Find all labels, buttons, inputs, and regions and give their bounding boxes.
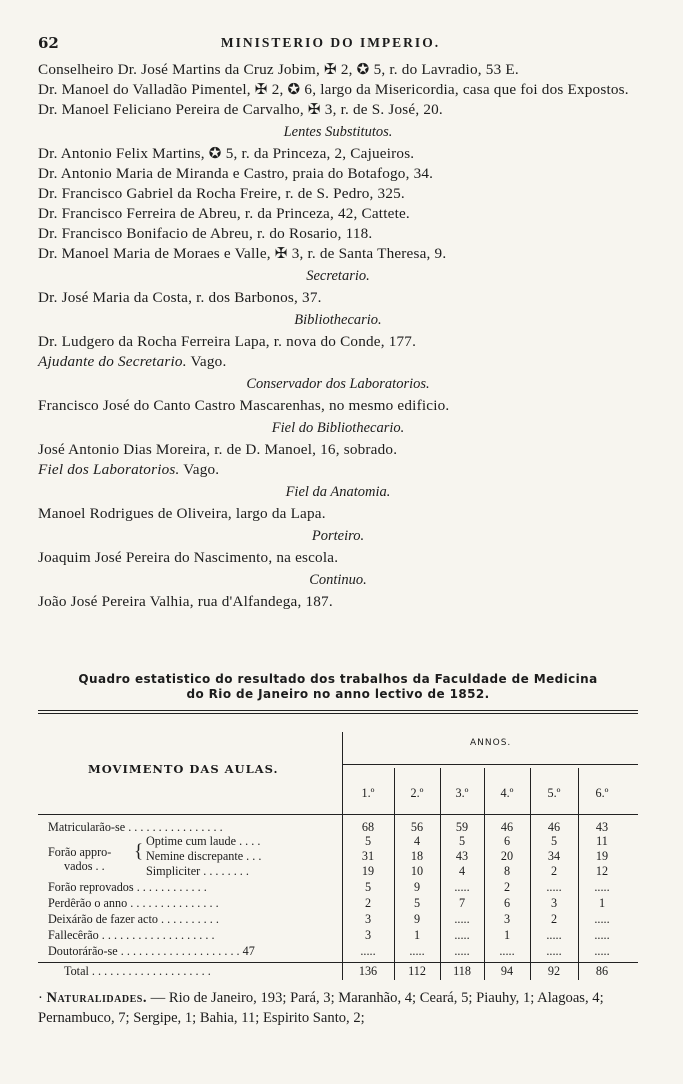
cell-reprovados: 2	[503, 880, 511, 894]
cell-total: 118	[453, 964, 471, 978]
year-header: 1.º	[361, 786, 375, 800]
cell-perderam: 7	[458, 896, 466, 910]
cell-matriculados: 68	[361, 820, 375, 834]
table-top-rule	[38, 710, 638, 711]
year-header: 5.º	[547, 786, 561, 800]
cell-optime: 6	[503, 834, 511, 848]
cell-simpliciter: 8	[503, 864, 511, 878]
cell-falleceram: .....	[546, 928, 562, 942]
lente-entry: Dr. Manoel Maria de Moraes e Valle, ✠ 3, r. de Santa Theresa, 9.	[38, 245, 447, 262]
cell-matriculados: 46	[547, 820, 561, 834]
cell-simpliciter: 4	[458, 864, 466, 878]
row-label-approvados-1: Forão appro-	[48, 845, 112, 859]
year-header: 2.º	[410, 786, 424, 800]
porteiro-entry: Joaquim José Pereira do Nascimento, na escola.	[38, 549, 339, 566]
cell-doutoraram: .....	[360, 944, 376, 958]
cell-optime: 5	[550, 834, 558, 848]
row-label-perderam: Perdêrão o anno . . . . . . . . . . . . . . .	[48, 896, 219, 910]
cell-falleceram: 1	[503, 928, 511, 942]
bibliothecario-entry: Dr. Ludgero da Rocha Ferreira Lapa, r. nova do Conde, 177.	[38, 333, 417, 350]
cell-simpliciter: 12	[595, 864, 609, 878]
porteiro-heading: Porteiro.	[311, 528, 365, 544]
cell-optime: 4	[413, 834, 421, 848]
bibliothecario-heading: Bibliothecario.	[294, 312, 382, 328]
year-header: 4.º	[500, 786, 514, 800]
ajudante-label: Ajudante do Secretario.	[38, 353, 187, 370]
cell-nemine: 19	[595, 849, 609, 863]
row-label-doutoraram: Doutorárão-se . . . . . . . . . . . . . . . . . . . . 47	[48, 944, 255, 958]
row-label-optime: Optime cum laude . . . .	[146, 834, 261, 848]
row-label-falleceram: Fallecêrão . . . . . . . . . . . . . . . . . . .	[48, 928, 215, 942]
cell-nemine: 34	[547, 849, 561, 863]
header-bottom-rule	[38, 814, 638, 815]
continuo-heading: Continuo.	[309, 572, 367, 588]
table-caption	[38, 672, 638, 702]
row-label-matriculados: Matricularão-se . . . . . . . . . . . . . . . .	[48, 820, 223, 834]
cell-doutoraram: .....	[499, 944, 515, 958]
cell-total: 112	[408, 964, 426, 978]
fiel-lab-value: Vago.	[183, 461, 220, 478]
cell-nemine: 18	[410, 849, 424, 863]
secretario-entry: Dr. José Maria da Costa, r. dos Barbonos, 37.	[38, 289, 322, 306]
cell-reprovados: .....	[454, 880, 470, 894]
entry-pimentel: Dr. Manoel do Valladão Pimentel, ✠ 2, ✪ 6, largo da Misericordia, casa que foi dos Expostos.	[38, 81, 629, 98]
cell-falleceram: .....	[594, 928, 610, 942]
cell-doutoraram: .....	[454, 944, 470, 958]
cell-nemine: 31	[361, 849, 375, 863]
fiel-bib-heading: Fiel do Bibliothecario.	[271, 420, 405, 436]
lente-entry: Dr. Francisco Gabriel da Rocha Freire, r. de S. Pedro, 325.	[38, 185, 405, 202]
year-header: 6.º	[595, 786, 609, 800]
entry-jobim: Conselheiro Dr. José Martins da Cruz Jobim, ✠ 2, ✪ 5, r. do Lavradio, 53 E.	[38, 61, 519, 78]
naturalidades-footnote: · Naturalidades. — Rio de Janeiro, 193; Pará, 3; Maranhão, 4; Ceará, 5; Piauhy, 1; Alagoas, 4; Pernambuco, 7; Sergipe, 1; Bahia, 11; Espirito Santo, 2;	[38, 990, 604, 1026]
cell-doutoraram: .....	[409, 944, 425, 958]
cell-doutoraram: .....	[594, 944, 610, 958]
year-header: 3.º	[455, 786, 469, 800]
secretario-heading: Secretario.	[306, 268, 370, 284]
cell-reprovados: 9	[413, 880, 421, 894]
annos-rule	[342, 764, 638, 765]
cell-deixaram: .....	[454, 912, 470, 926]
cell-deixaram: 9	[413, 912, 421, 926]
annos-header: ANNOS.	[470, 738, 512, 748]
page-title: MINISTERIO DO IMPERIO.	[220, 35, 441, 50]
statistics-table	[38, 718, 638, 980]
cell-falleceram: 3	[364, 928, 372, 942]
cell-total: 136	[358, 964, 378, 978]
fiel-anat-heading: Fiel da Anatomia.	[285, 484, 391, 500]
naturalidades-label: Naturalidades.	[46, 990, 147, 1006]
cell-reprovados: .....	[594, 880, 610, 894]
approvados-brace: {	[134, 841, 144, 862]
cell-deixaram: 2	[550, 912, 558, 926]
table-caption-line-2: do Rio de Janeiro no anno lectivo de 1852.	[186, 687, 490, 701]
table-top-rule-2	[38, 713, 638, 714]
conservador-heading: Conservador dos Laboratorios.	[246, 376, 430, 392]
row-label-nemine: Nemine discrepante . . .	[146, 849, 262, 863]
cell-perderam: 2	[364, 896, 372, 910]
cell-simpliciter: 10	[410, 864, 424, 878]
cell-falleceram: .....	[454, 928, 470, 942]
conservador-entry: Francisco José do Canto Castro Mascarenhas, no mesmo edificio.	[38, 397, 450, 414]
total-rule	[38, 962, 638, 963]
cell-matriculados: 56	[410, 820, 424, 834]
cell-deixaram: .....	[594, 912, 610, 926]
col-divider	[530, 768, 531, 980]
lente-entry: Dr. Antonio Maria de Miranda e Castro, praia do Botafogo, 34.	[38, 165, 434, 182]
ajudante-value: Vago.	[190, 353, 227, 370]
cell-total: 86	[595, 964, 609, 978]
cell-total: 94	[500, 964, 514, 978]
cell-optime: 5	[458, 834, 466, 848]
table-divider	[342, 732, 343, 980]
cell-matriculados: 43	[595, 820, 609, 834]
cell-perderam: 5	[413, 896, 421, 910]
naturalidades-text: — Rio de Janeiro, 193; Pará, 3; Maranhão, 4; Ceará, 5; Piauhy, 1; Alagoas, 4; Pernambuco, 7; Sergipe, 1; Bahia, 11; Espirito Santo, 2;	[38, 990, 604, 1026]
lente-entry: Dr. Antonio Felix Martins, ✪ 5, r. da Princeza, 2, Cajueiros.	[38, 145, 415, 162]
cell-deixaram: 3	[503, 912, 511, 926]
continuo-entry: João José Pereira Valhia, rua d'Alfandega, 187.	[38, 593, 333, 610]
fiel-lab-entry	[38, 460, 638, 480]
lentes-heading: Lentes Substitutos.	[283, 124, 393, 140]
lente-entry: Dr. Francisco Ferreira de Abreu, r. da Princeza, 42, Cattete.	[38, 205, 410, 222]
cell-optime: 11	[596, 834, 608, 848]
col-divider	[578, 768, 579, 980]
cell-perderam: 1	[598, 896, 606, 910]
entry-carvalho: Dr. Manoel Feliciano Pereira de Carvalho, ✠ 3, r. de S. José, 20.	[38, 101, 443, 118]
col-divider	[484, 768, 485, 980]
movimento-header: MOVIMENTO DAS AULAS.	[88, 762, 279, 776]
personnel-listing	[38, 60, 638, 612]
fiel-bib-entry: José Antonio Dias Moreira, r. de D. Manoel, 16, sobrado.	[38, 441, 398, 458]
row-label-reprovados: Forão reprovados . . . . . . . . . . . .	[48, 880, 207, 894]
cell-deixaram: 3	[364, 912, 372, 926]
cell-total: 92	[547, 964, 561, 978]
page-header	[38, 34, 623, 56]
col-divider	[394, 768, 395, 980]
row-label-deixaram: Deixárão de fazer acto . . . . . . . . . .	[48, 912, 219, 926]
ajudante-entry	[38, 352, 638, 372]
page-number: 62	[38, 34, 59, 52]
cell-falleceram: 1	[413, 928, 421, 942]
cell-simpliciter: 2	[550, 864, 558, 878]
row-label-simpliciter: Simpliciter . . . . . . . .	[146, 864, 249, 878]
cell-perderam: 3	[550, 896, 558, 910]
cell-matriculados: 59	[455, 820, 469, 834]
row-label-approvados-2: vados . .	[64, 859, 105, 873]
col-divider	[440, 768, 441, 980]
lente-entry: Dr. Francisco Bonifacio de Abreu, r. do Rosario, 118.	[38, 225, 373, 242]
cell-reprovados: 5	[364, 880, 372, 894]
table-caption-line-1: Quadro estatistico do resultado dos trabalhos da Faculdade de Medicina	[78, 672, 598, 686]
doutoraram-total: 47	[242, 944, 255, 958]
fiel-anat-entry: Manoel Rodrigues de Oliveira, largo da Lapa.	[38, 505, 326, 522]
row-label-total: Total . . . . . . . . . . . . . . . . . . . .	[64, 964, 211, 978]
cell-reprovados: .....	[546, 880, 562, 894]
cell-nemine: 43	[455, 849, 469, 863]
cell-perderam: 6	[503, 896, 511, 910]
cell-nemine: 20	[500, 849, 514, 863]
cell-doutoraram: .....	[546, 944, 562, 958]
cell-matriculados: 46	[500, 820, 514, 834]
fiel-lab-label: Fiel dos Laboratorios.	[38, 461, 180, 478]
cell-optime: 5	[364, 834, 372, 848]
cell-simpliciter: 19	[361, 864, 375, 878]
